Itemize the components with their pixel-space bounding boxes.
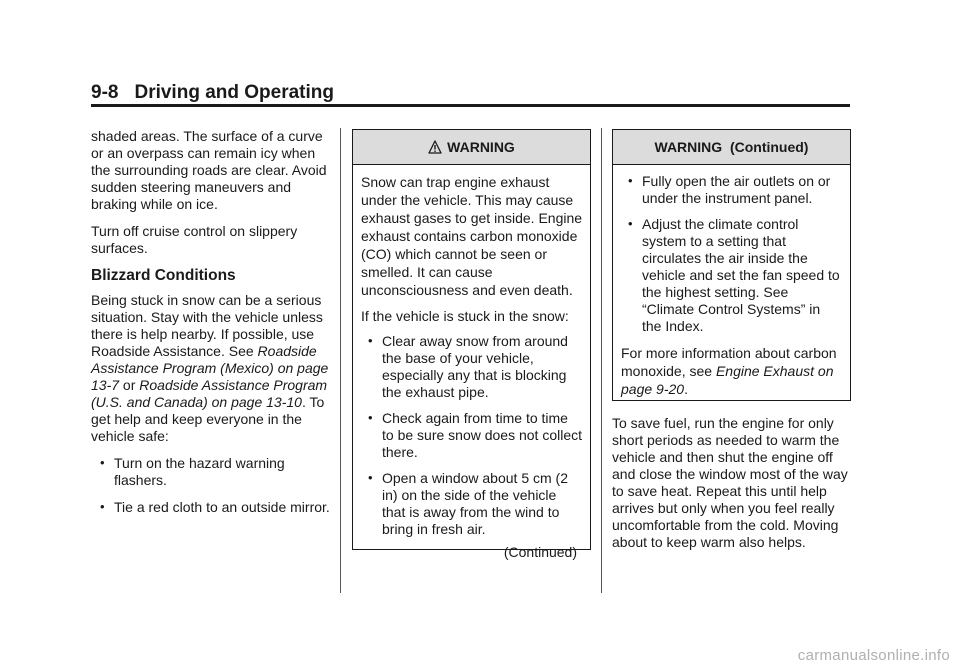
list-item: • Clear away snow from around the base of your vehicle, especially any that is blocking the exhaust pipe. — [361, 333, 583, 401]
warning-paragraph-co — [621, 344, 843, 398]
continued-label: (Continued) — [503, 544, 577, 560]
text-stuck-a: Being stuck in snow can be a serious situation. Stay with the vehicle unless there is help nearby. If possible, use Roadside Assistance. See — [91, 292, 323, 359]
section-number: 9-8 — [91, 82, 119, 103]
warning-box-continued — [612, 129, 851, 401]
text-co-b: . — [684, 381, 688, 397]
watermark: carmanualsonline.info — [797, 647, 950, 664]
page-header — [91, 82, 850, 104]
list-item: • Adjust the climate control system to a setting that circulates the air inside the vehicle and set the fan speed to the highest setting. See “Climate Control Systems” in the Index. — [621, 216, 843, 335]
link-roadside-mexico[interactable]: Roadside Assistance Program (Mexico) on page 13-7 — [91, 343, 329, 393]
warning-body — [613, 165, 850, 398]
link-engine-exhaust[interactable]: Engine Exhaust on page 9-20 — [621, 363, 834, 397]
warning-body — [353, 165, 590, 561]
warning-paragraph-stuck: If the vehicle is stuck in the snow: — [361, 308, 569, 324]
chapter-title: Driving and Operating — [134, 82, 334, 103]
column-divider — [340, 128, 341, 593]
warning-list — [621, 173, 843, 335]
column-right — [612, 415, 852, 561]
warning-title: WARNING (Continued) — [654, 138, 809, 155]
column-divider — [601, 128, 602, 593]
list-item: • Fully open the air outlets on or under the instrument panel. — [621, 173, 843, 207]
list-item: • Check again from time to time to be sure snow does not collect there. — [361, 410, 583, 461]
list-item: • Tie a red cloth to an outside mirror. — [91, 499, 331, 516]
column-left — [91, 128, 331, 526]
link-roadside-us-canada[interactable]: Roadside Assistance Program (U.S. and Canada) on page 13-10 — [91, 377, 328, 410]
warning-triangle-icon — [428, 140, 442, 154]
warning-paragraph-exhaust: Snow can trap engine exhaust under the vehicle. This may cause exhaust gases to get inside. Engine exhaust contains carbon monoxide (CO) which cannot be seen or smelled. It can cause unconsciousness and even death. — [361, 174, 583, 298]
header-rule — [91, 104, 850, 107]
paragraph-ice: shaded areas. The surface of a curve or an overpass can remain icy when the surrounding roads are clear. Avoid sudden steering maneuvers and braking while on ice. — [91, 128, 327, 212]
section-heading-blizzard: Blizzard Conditions — [91, 267, 236, 284]
warning-list — [361, 333, 583, 538]
text-stuck-b: . To get help and keep everyone in the vehicle safe: — [91, 394, 325, 444]
warning-header — [353, 130, 590, 165]
warning-box — [352, 129, 591, 560]
paragraph-cruise: Turn off cruise control on slippery surfaces. — [91, 223, 298, 256]
safety-list — [91, 455, 331, 516]
paragraph-save-fuel: To save fuel, run the engine for only short periods as needed to warm the vehicle and then shut the engine off and close the window most of the way to save heat. Repeat this until help arrives but only when you feel really uncomfortable from the cold. Moving about to keep warm also helps. — [612, 415, 848, 550]
list-item: • Turn on the hazard warning flashers. — [91, 455, 331, 489]
paragraph-stuck — [91, 292, 331, 445]
text-or: or — [119, 377, 140, 393]
warning-title: WARNING — [447, 138, 515, 155]
warning-header — [613, 130, 850, 165]
text-co-a: For more information about carbon monoxide, see — [621, 345, 837, 379]
list-item: • Open a window about 5 cm (2 in) on the side of the vehicle that is away from the wind to bring in fresh air. — [361, 470, 583, 538]
